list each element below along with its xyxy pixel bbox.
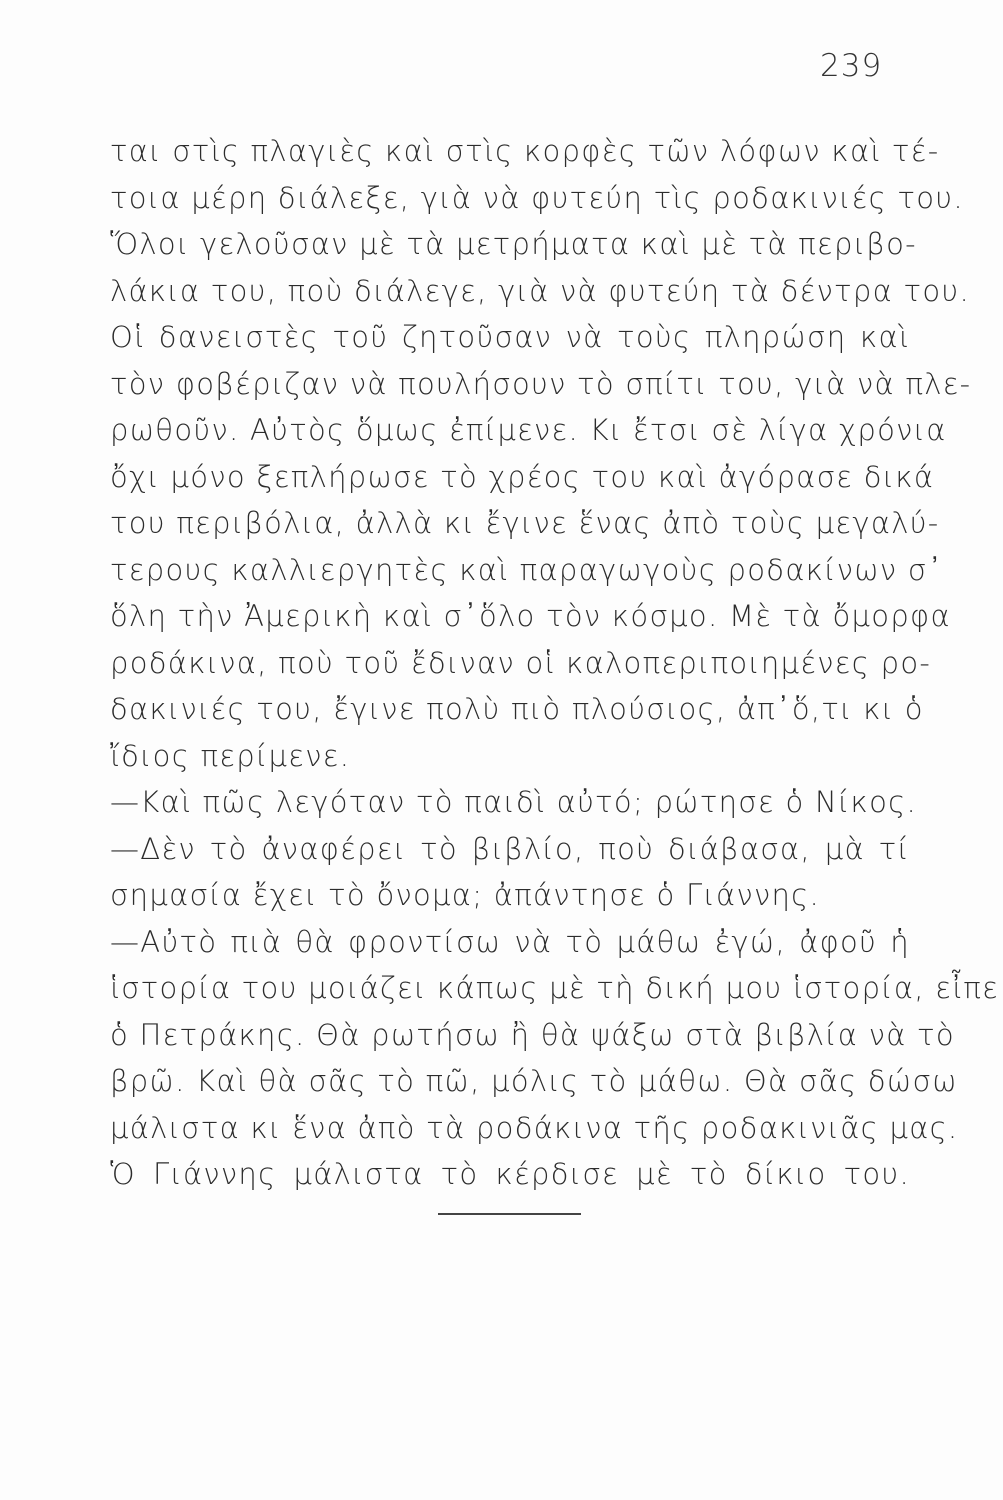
text-line: σημασία ἔχει τὸ ὄνομα; ἀπάντησε ὁ Γιάννης.	[110, 878, 820, 912]
text-line: ὅλη τὴν Ἀμερικὴ καὶ σ᾽ὅλο τὸν κόσμο. Μὲ τὰ ὄμορφα	[110, 599, 951, 633]
text-line: ἴδιος περίμενε.	[110, 738, 351, 773]
text-line: ται στὶς πλαγιὲς καὶ στὶς κορφὲς τῶν λόφων καὶ τέ-	[110, 134, 940, 168]
text-line: δακινιές του, ἔγινε πολὺ πιὸ πλούσιος, ἀπ᾽ὅ,τι κι ὁ	[110, 692, 924, 726]
page-number: 239	[820, 48, 883, 84]
text-line: του περιβόλια, ἀλλὰ κι ἔγινε ἕνας ἀπὸ τοὺς μεγαλύ-	[110, 506, 940, 540]
text-line: ρωθοῦν. Αὐτὸς ὅμως ἐπίμενε. Κι ἔτσι σὲ λίγα χρόνια	[110, 413, 947, 447]
text-line: Ὅλοι γελοῦσαν μὲ τὰ μετρήματα καὶ μὲ τὰ περιβο-	[110, 227, 917, 261]
text-line: ροδάκινα, ποὺ τοῦ ἔδιναν οἱ καλοπεριποιημένες ρο-	[110, 645, 932, 680]
text-line: τερους καλλιεργητὲς καὶ παραγωγοὺς ροδακίνων σ᾽	[110, 552, 944, 587]
body-text	[110, 128, 1000, 1198]
text-line: βρῶ. Καὶ θὰ σᾶς τὸ πῶ, μόλις τὸ μάθω. Θὰ σᾶς δώσω	[110, 1064, 958, 1098]
text-line: ἱστορία του μοιάζει κάπως μὲ τὴ δική μου ἱστορία, εἶπε	[110, 971, 1000, 1005]
text-line: —Καὶ πῶς λεγόταν τὸ παιδὶ αὐτό; ρώτησε ὁ Νίκος.	[110, 785, 917, 819]
text-line: Οἱ δανειστὲς τοῦ ζητοῦσαν νὰ τοὺς πληρώση καὶ	[110, 320, 910, 354]
text-line: ὄχι μόνο ξεπλήρωσε τὸ χρέος του καὶ ἀγόρασε δικά	[110, 459, 935, 494]
text-line: λάκια του, ποὺ διάλεγε, γιὰ νὰ φυτεύη τὰ δέντρα του.	[110, 273, 970, 308]
text-line: ὁ Πετράκης. Θὰ ρωτήσω ἢ θὰ ψάξω στὰ βιβλία νὰ τὸ	[110, 1017, 955, 1052]
text-line: τὸν φοβέριζαν νὰ πουλήσουν τὸ σπίτι του, γιὰ νὰ πλε-	[110, 366, 972, 401]
text-line: Ὁ Γιάννης μάλιστα τὸ κέρδισε μὲ τὸ δίκιο του.	[110, 1157, 910, 1191]
text-line: —Δὲν τὸ ἀναφέρει τὸ βιβλίο, ποὺ διάβασα, μὰ τί	[110, 831, 910, 866]
text-line: τοια μέρη διάλεξε, γιὰ νὰ φυτεύη τὶς ροδακινιές του.	[110, 180, 964, 215]
text-line: —Αὐτὸ πιὰ θὰ φροντίσω νὰ τὸ μάθω ἐγώ, ἀφοῦ ἡ	[110, 924, 910, 959]
text-line: μάλιστα κι ἕνα ἀπὸ τὰ ροδάκινα τῆς ροδακινιᾶς μας.	[110, 1110, 959, 1145]
section-end-rule	[438, 1213, 581, 1215]
